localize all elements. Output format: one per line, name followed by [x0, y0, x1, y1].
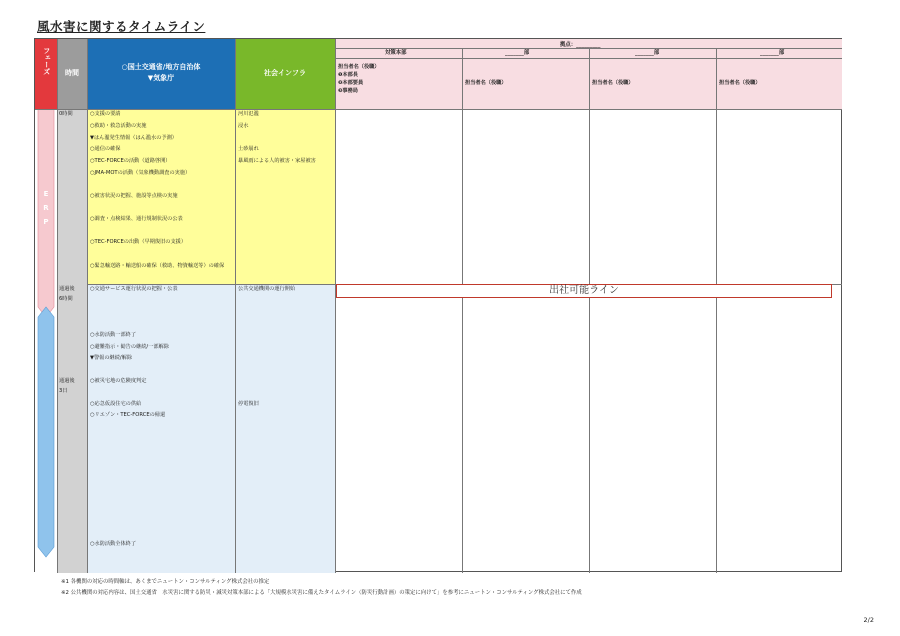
- phase-arrows: [35, 109, 57, 573]
- phase-header-label: フェーズ: [42, 47, 51, 75]
- gov-item: ▼警報の継続/解除: [90, 355, 133, 361]
- gov-item: ○応急仮設住宅の供給: [90, 401, 142, 407]
- phase-header: [35, 47, 57, 79]
- gov-item: ○交通サービス運行状況の把握・公表: [90, 286, 178, 292]
- time-header: 時間: [65, 69, 79, 77]
- infra-item: 暴風雨による人的被害・家屋被害: [238, 158, 316, 164]
- gov-header-line1: ○国土交通省/地方自治体: [121, 63, 201, 71]
- infra-item: 停電復旧: [238, 401, 259, 407]
- time-mark-3d: 3日: [59, 388, 68, 394]
- erp-label-p: P: [43, 218, 49, 226]
- hq-role-0: 担当者名（役職）: [338, 64, 380, 70]
- work-possible-line: 出社可能ライン: [336, 284, 832, 298]
- gov-item: ○通信の確保: [90, 146, 121, 152]
- dept-2-label: _______部: [505, 50, 530, 56]
- dept-hq-label: 対策本部: [385, 50, 407, 56]
- gov-item: ○TEC-FORCEの出動（早期復旧の支援）: [90, 239, 187, 245]
- footnote-1: ※1 各機関の対応の時間軸は、あくまでニュートン・コンサルティング株式会社の推定: [61, 579, 270, 585]
- time-mark-0h: 0時間: [59, 111, 73, 117]
- dept-2-role: 担当者名（役職）: [465, 80, 507, 86]
- hq-role-2: ❷本部要員: [338, 80, 364, 86]
- dept-3-label: _______部: [635, 50, 660, 56]
- gov-header-line2: ▼気象庁: [147, 74, 175, 82]
- infra-header: 社会インフラ: [264, 69, 306, 77]
- timeline-table: [34, 38, 842, 572]
- gov-item: ○被災宅地の危険度判定: [90, 378, 147, 384]
- gov-item: ○水防活動全体終了: [90, 541, 137, 547]
- dept-4-role: 担当者名（役職）: [719, 80, 761, 86]
- gov-item: ○支援の要請: [90, 111, 121, 117]
- time-mark-after-1: 通過後: [59, 286, 75, 292]
- base-label: 拠点：_________: [560, 42, 601, 48]
- time-column-bg: [57, 109, 87, 573]
- page-number: 2/2: [863, 616, 874, 624]
- infra-item: 土砂崩れ: [238, 146, 259, 152]
- gov-item: ○緊急輸送路・輸送船の確保（救助、物資輸送等）の確保: [90, 263, 225, 269]
- gov-item: ○リエゾン・TEC-FORCEの帰還: [90, 412, 166, 418]
- recovery-arrow: [38, 307, 54, 557]
- infra-item: 河川氾濫: [238, 111, 259, 117]
- gov-item: ▼はん濫発生情報（はん濫水の予測）: [90, 135, 177, 141]
- gov-item: ○TEC-FORCEの活動（道路啓開）: [90, 158, 171, 164]
- infra-item: 浸水: [238, 123, 249, 129]
- gov-item: ○水防活動一部終了: [90, 332, 137, 338]
- erp-label-r: R: [43, 204, 49, 212]
- hq-role-3: ❸事務局: [338, 88, 358, 94]
- erp-label-e: E: [43, 190, 49, 198]
- page-title: 風水害に関するタイムライン: [37, 19, 206, 34]
- time-mark-after-2: 通過後: [59, 378, 75, 384]
- gov-item: ○救助・救急活動の実施: [90, 123, 147, 129]
- gov-item: ○調査・点検結果、通行規制状況の公表: [90, 216, 183, 222]
- footnote-2: ※2 公共機関の対応内容は、国土交通省 水災害に関する防災・減災対策本部による「大規模水災害に備えたタイムライン（防災行動計画）の策定に向けて」を参考にニュートン・コンサルティング株式会社にて作成: [61, 590, 582, 596]
- dept-3-role: 担当者名（役職）: [592, 80, 634, 86]
- gov-blue-bg: [87, 284, 335, 573]
- gov-item: ○JMA-MOTの活動（気象機動調査の実施）: [90, 170, 191, 176]
- gov-item: ○避難指示・勧告の継続/一部解除: [90, 344, 169, 350]
- dept-4-label: _______部: [760, 50, 785, 56]
- gov-item: ○被害状況の把握、施設等点検の実施: [90, 193, 178, 199]
- time-mark-6h: 6時間: [59, 296, 73, 302]
- infra-item: 公共交通機関の運行開始: [238, 286, 296, 292]
- hq-role-1: ❶本部長: [338, 72, 358, 78]
